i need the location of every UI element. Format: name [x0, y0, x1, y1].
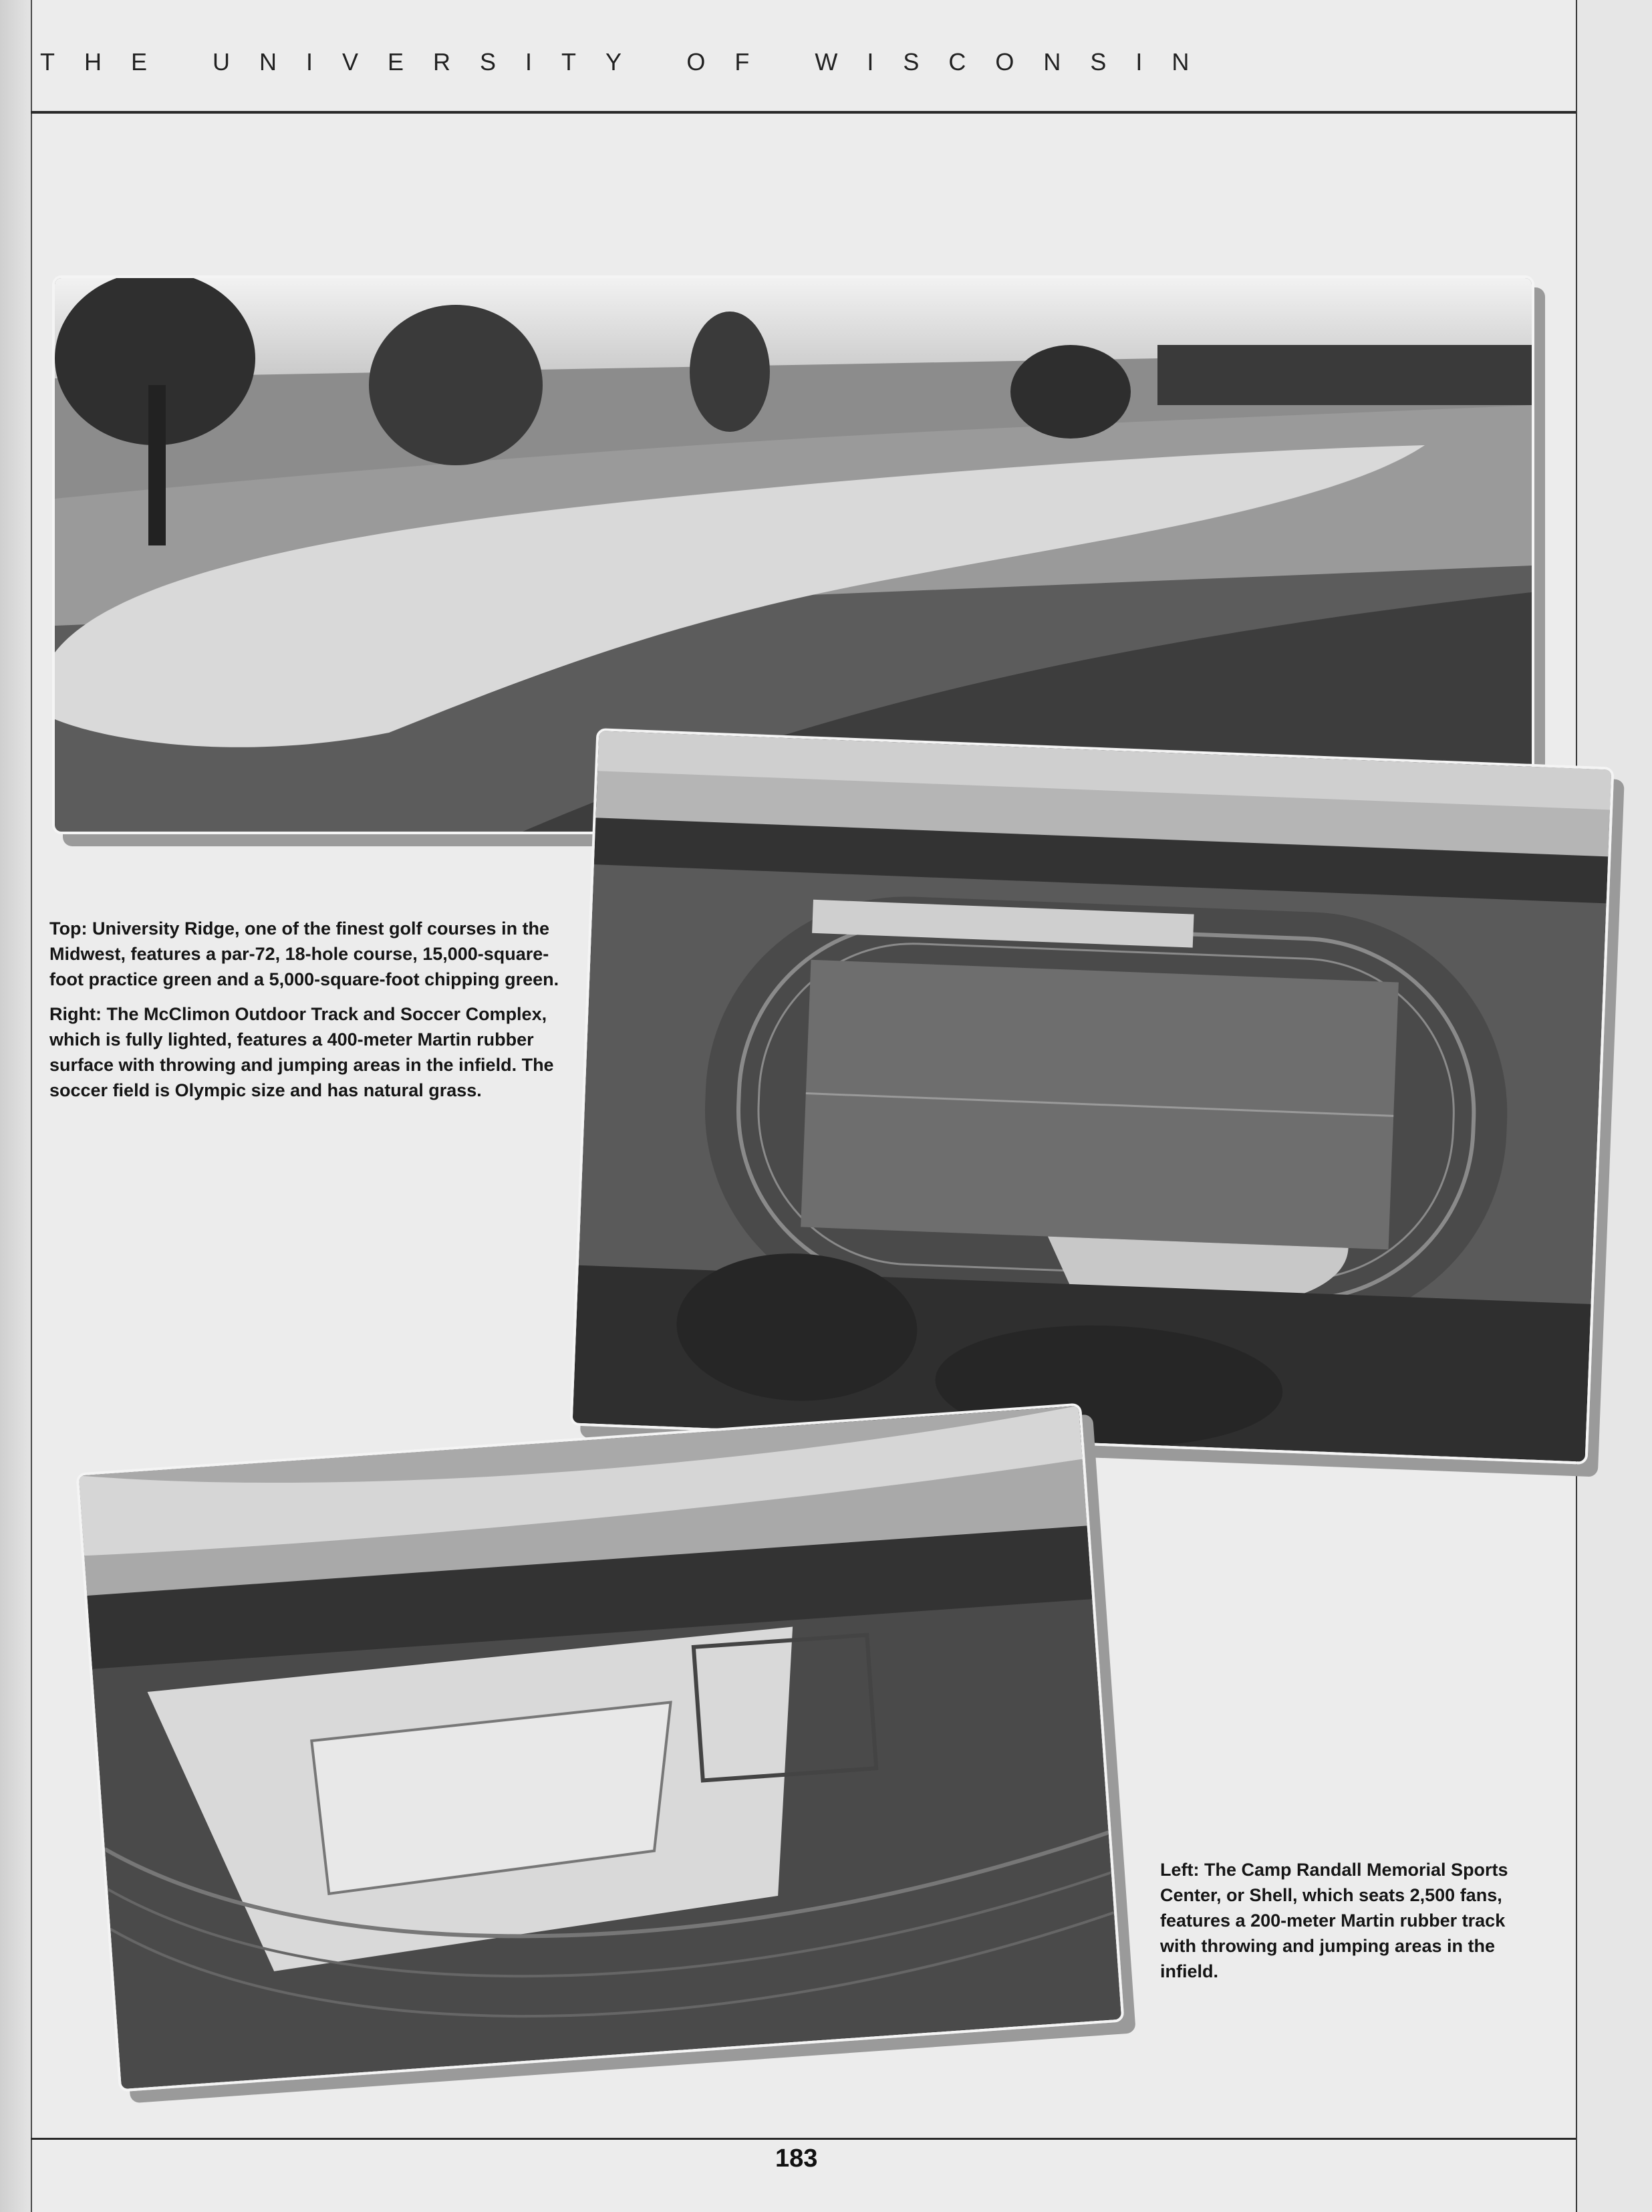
outdoor-track-photo: [570, 728, 1615, 1465]
page-binding-edge: [0, 0, 32, 2212]
caption-right: Right: The McClimon Outdoor Track and Soccer Complex, which is fully lighted, features a 400-meter Martin rubber surface with throwing and jumping areas in the infield. The soccer field is Olympic size and has natural grass.: [49, 1004, 554, 1100]
running-head: THE UNIVERSITY OF WISCONSIN: [40, 48, 1219, 76]
photo-caption-left-block: [1160, 1857, 1534, 1993]
footer-rule: [31, 2138, 1576, 2140]
page-number: 183: [775, 2144, 818, 2173]
indoor-track-photo: [76, 1403, 1124, 2092]
photo-captions-top-right: [49, 916, 564, 1112]
header-rule: [31, 111, 1576, 114]
caption-top: Top: University Ridge, one of the finest golf courses in the Midwest, features a par-72, 18-hole course, 15,000-square-foot practice green and a 5,000-square-foot chipping green.: [49, 918, 559, 989]
caption-left: Left: The Camp Randall Memorial Sports Center, or Shell, which seats 2,500 fans, features a 200-meter Martin rubber track with throwing and jumping areas in the infield.: [1160, 1860, 1508, 1981]
